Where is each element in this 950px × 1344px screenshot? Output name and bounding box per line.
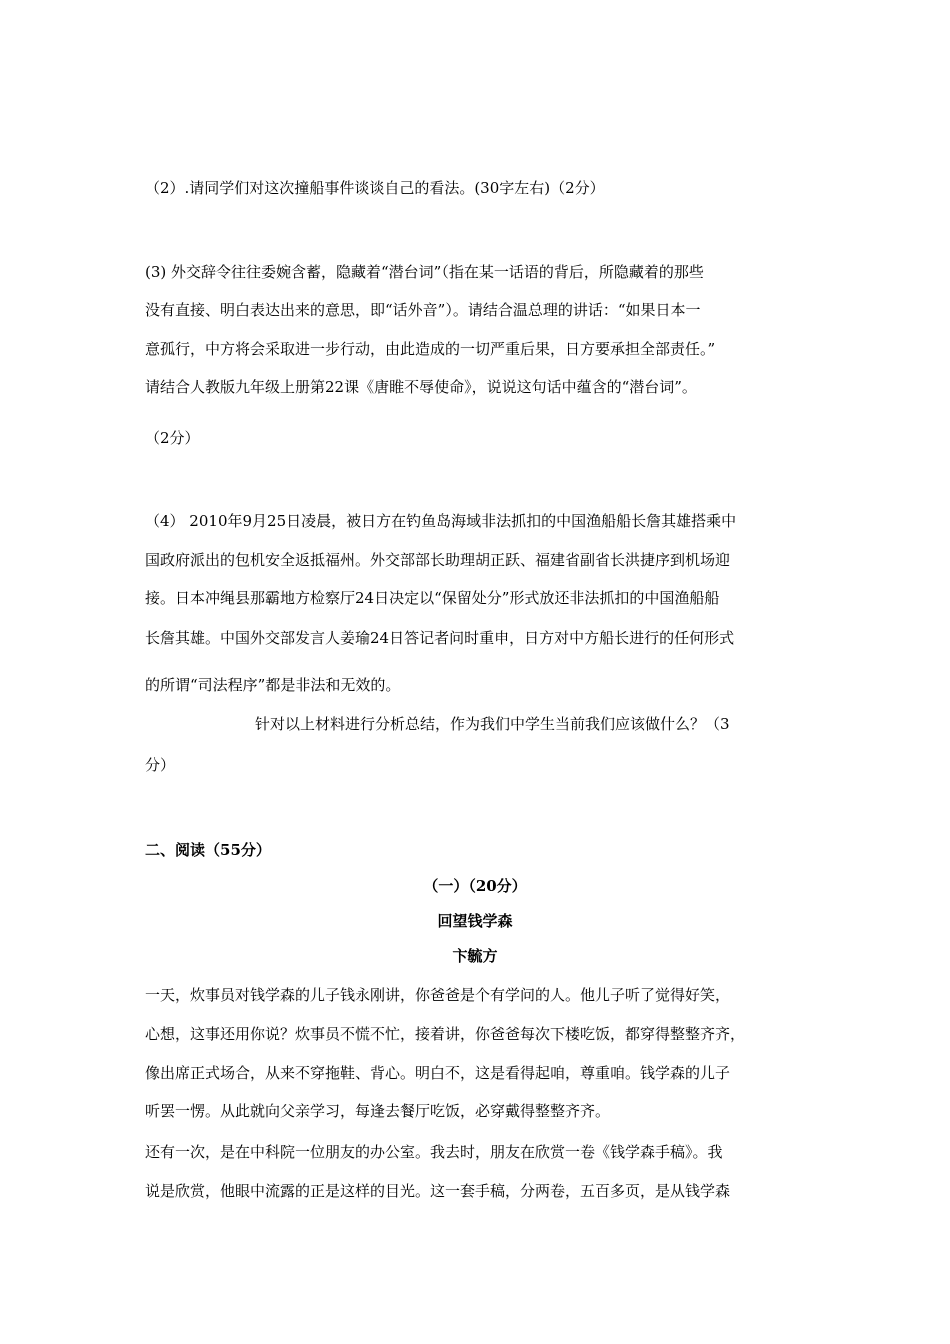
question-4-line-4: 长詹其雄。中国外交部发言人姜瑜24日答记者问时重申，日方对中方船长进行的任何形式 xyxy=(145,629,735,647)
article-line-3: 像出席正式场合，从来不穿拖鞋、背心。明白不，这是看得起咱，尊重咱。钱学森的儿子 xyxy=(145,1064,731,1082)
question-3-line-2: 没有直接、明白表达出来的意思，即“话外音”）。请结合温总理的讲话：“如果日本一 xyxy=(145,301,701,319)
article-line-1: 一天，炊事员对钱学森的儿子钱永刚讲，你爸爸是个有学问的人。他儿子听了觉得好笑， xyxy=(145,986,731,1004)
question-3-line-1: (3) 外交辞令往往委婉含蓄，隐藏着“潜台词”（指在某一话语的背后，所隐藏着的那些 xyxy=(145,263,704,281)
question-4-line-1: （4） 2010年9月25日凌晨，被日方在钓鱼岛海域非法抓扣的中国渔船船长詹其雄搭乘中 xyxy=(145,512,737,530)
section-2-subheading: （一）（20分） xyxy=(423,877,527,895)
article-line-6: 说是欣赏，他眼中流露的正是这样的目光。这一套手稿，分两卷，五百多页，是从钱学森 xyxy=(145,1182,731,1200)
question-4-line-2: 国政府派出的包机安全返抵福州。外交部部长助理胡正跃、福建省副省长洪捷序到机场迎 xyxy=(145,551,731,569)
article-line-5: 还有一次，是在中科院一位朋友的办公室。我去时，朋友在欣赏一卷《钱学森手稿》。我 xyxy=(145,1143,723,1161)
question-4-prompt-continued: 分） xyxy=(145,756,176,774)
question-3-line-4: 请结合人教版九年级上册第22课《唐睢不辱使命》，说说这句话中蕴含的“潜台词”。 xyxy=(145,378,697,396)
section-2-heading: 二、阅读（55分） xyxy=(145,841,271,859)
article-author: 卞毓方 xyxy=(452,947,498,965)
article-title: 回望钱学森 xyxy=(437,912,513,930)
question-3-line-5: （2分） xyxy=(145,429,200,447)
question-2: （2）.请同学们对这次撞船事件谈谈自己的看法。(30字左右)（2分） xyxy=(145,179,605,197)
article-line-4: 听罢一愣。从此就向父亲学习，每逢去餐厅吃饭，必穿戴得整整齐齐。 xyxy=(145,1102,611,1120)
question-4-line-5: 的所谓“司法程序”都是非法和无效的。 xyxy=(145,676,401,694)
question-4-prompt: 针对以上材料进行分析总结，作为我们中学生当前我们应该做什么？（3 xyxy=(255,715,730,733)
question-4-line-3: 接。日本冲绳县那霸地方检察厅24日决定以“保留处分”形式放还非法抓扣的中国渔船船 xyxy=(145,589,720,607)
article-line-2: 心想，这事还用你说？炊事员不慌不忙，接着讲，你爸爸每次下楼吃饭，都穿得整整齐齐， xyxy=(145,1025,746,1043)
question-3-line-3: 意孤行，中方将会采取进一步行动，由此造成的一切严重后果，日方要承担全部责任。” xyxy=(145,340,716,358)
